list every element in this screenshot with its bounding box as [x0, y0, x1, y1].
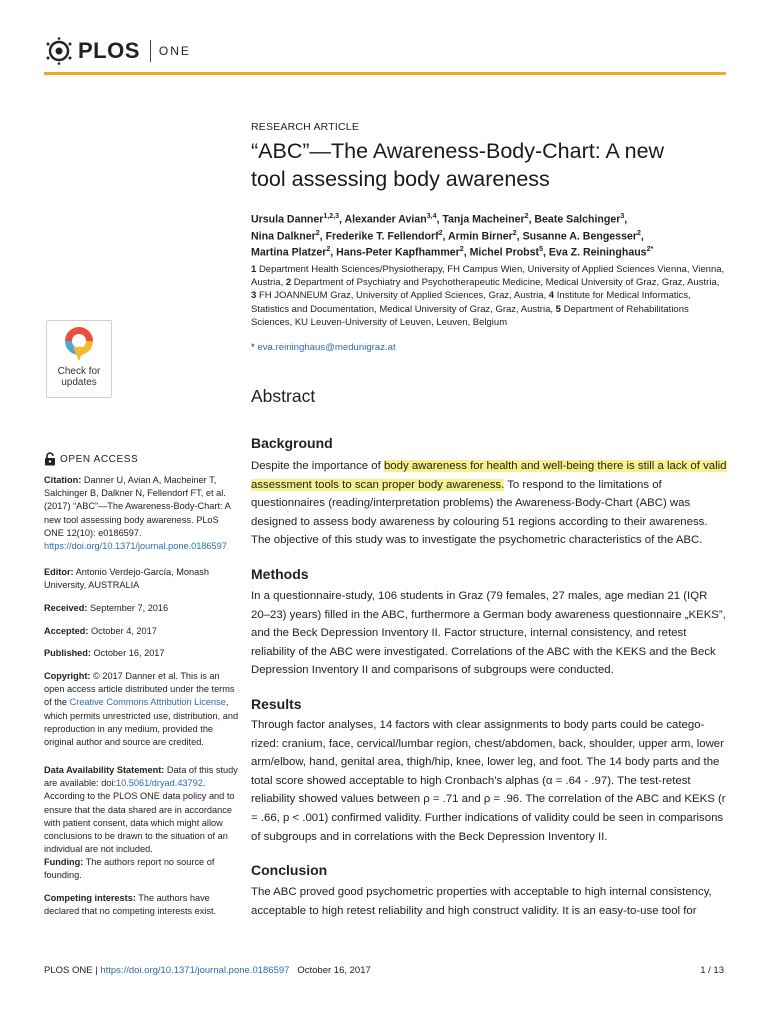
author-affiliation-marker: 3,4	[426, 213, 437, 220]
results-paragraph: Through factor analyses, 14 factors with clear assignments to body parts could be catego-rized: cranium, face, cervical/lumbar region, chest/abdomen, back, shoulder, upper arm, lower arm/elbow, hand, genital area, thigh/hip, knee, lower leg, and foot. The 14 body parts and the total score showed acceptable to high Cronbach’s alphas (α = .64 - .97). The test-retest reliability showed values between ρ = .71 and ρ = .96. The correlation of the ABC and KEKS (r = .66, p < .001) confirmed validity. Further indications of validity could be seen in comparisons of subgroups and in correlations with the Beck Depression Inventory II.	[251, 719, 726, 843]
author-affiliation-marker: 2*	[646, 246, 654, 254]
crossmark-label: Check for updates	[57, 366, 101, 388]
published-block: Published: October 16, 2017	[44, 648, 165, 658]
affiliation-text: Department Health Sciences/Physiotherapy, FH Campus Wien, University of Applied Sciences Vienna, Vienna, Austria,	[251, 264, 725, 289]
results-heading: Results	[251, 696, 302, 712]
author-list	[251, 210, 727, 260]
affiliation-text: Institute for Medical Informatics, Statistics and Documentation, Medical University of Graz, Graz, Austria,	[251, 290, 691, 315]
editor-block: Editor: Antonio Verdejo-García, Monash University, AUSTRALIA	[44, 567, 209, 591]
page-number: 1 / 13	[700, 965, 724, 976]
author-line: Martina Platzer$^2$, Hans-Peter Kapfhammer$^2$, Michel Probst$^5$, Eva Z. Reininghaus$^{2*}$	[251, 246, 654, 259]
logo-suffix: ONE	[158, 44, 191, 58]
article-type: RESEARCH ARTICLE	[251, 121, 360, 133]
affiliation-number: 1	[251, 264, 259, 275]
author-affiliation-marker: 2	[512, 229, 517, 237]
affiliation-number: 2	[285, 277, 294, 289]
author-name: Hans-Peter Kapfhammer	[336, 247, 460, 259]
author-name: Armin Birner	[448, 230, 513, 243]
author-affiliation-marker: 2	[326, 246, 331, 254]
author-name: Nina Dalkner	[251, 230, 316, 243]
background-heading: Background	[251, 435, 333, 451]
author-name: Eva Z. Reininghaus	[548, 247, 647, 259]
check-for-updates-badge[interactable]	[46, 320, 112, 398]
corresponding-author: * eva.reininghaus@medunigraz.at	[251, 342, 396, 353]
author-affiliation-marker: 2	[459, 246, 464, 254]
affiliation-number: 3	[251, 290, 259, 302]
author-line: Ursula Danner$^{1,2,3}$, Alexander Avian$^{3,4}$, Tanja Macheiner$^2$, Beate Salchinger$^3$,	[251, 213, 628, 226]
author-affiliation-marker: 2	[524, 213, 529, 220]
open-access-label: OPEN ACCESS	[44, 452, 138, 466]
author-affiliation-marker: 2	[315, 229, 320, 237]
competing-interests-block: Competing interests: The authors have declared that no competing interests exist.	[44, 893, 217, 917]
methods-heading: Methods	[251, 566, 309, 582]
cc-license-link[interactable]: Creative Commons Attribution License	[69, 697, 226, 708]
data-availability-block: Data Availability Statement: Data of this study are available: doi:10.5061/dryad.43792. According to the PLOS ONE data policy and to ensure that the data shared are in accordance with patient consent, data which might allow conclusions to be drawn to the situation of an individual are not included.	[44, 765, 238, 855]
article-title: “ABC”—The Awareness-Body-Chart: A new tool assessing body awareness	[251, 139, 665, 191]
footer-doi-link[interactable]: https://doi.org/10.1371/journal.pone.0186597	[100, 965, 290, 976]
author-affiliation-marker: 1,2,3	[323, 213, 339, 220]
conclusion-paragraph: The ABC proved good psychometric properties with acceptable to high internal consistency, acceptable to high retest reliability and high construct validity. It is an easy-to-use tool for	[251, 886, 712, 917]
plos-one-logo[interactable]	[44, 34, 191, 68]
affiliation-text: Department of Psychiatry and Psychotherapeutic Medicine, Medical University of Graz, Graz, Austria,	[293, 277, 720, 289]
citation-block: Citation: Danner U, Avian A, Macheiner T, Salchinger B, Dalkner N, Fellendorf FT, et al. (2017) “ABC”—The Awareness-Body-Chart: A new tool assessing body awareness. PLoS ONE 12(10): e0186597. https://doi.org/10.1371/journal.pone.0186597	[44, 475, 231, 552]
abstract-heading: Abstract	[251, 386, 316, 406]
crossmark-icon	[62, 325, 96, 365]
affiliation-number: 5	[555, 303, 564, 315]
author-name: Alexander Avian	[344, 213, 427, 226]
author-affiliation-marker: 2	[636, 229, 641, 237]
corresponding-email-link[interactable]: eva.reininghaus@medunigraz.at	[257, 342, 396, 353]
author-name: Martina Platzer	[251, 247, 327, 259]
author-affiliation-marker: 5	[539, 246, 543, 254]
author-affiliation-marker: 3	[620, 213, 625, 220]
author-name: Ursula Danner	[251, 213, 324, 226]
affiliation-number: 4	[548, 290, 557, 302]
header-rule	[44, 72, 726, 75]
author-name: Michel Probst	[469, 247, 540, 259]
background-paragraph: Despite the importance of body awareness for health and well-being there is still a lack of valid assessment tools to scan proper body awareness. To respond to the limitations of questionnaires (reading/interpretation problems) the Awareness-Body-Chart (ABC) was designed to assess body awareness by colouring 51 regions according to their awareness. The objective of this study was to investigate the psychometric characteristics of the ABC.	[251, 460, 727, 547]
dryad-doi-link[interactable]: 10.5061/dryad.43792	[116, 778, 203, 789]
logo-divider	[150, 40, 151, 62]
author-name: Beate Salchinger	[534, 213, 621, 226]
author-affiliation-marker: 2	[438, 229, 443, 237]
copyright-block: Copyright: © 2017 Danner et al. This is an open access article distributed under the terms of the Creative Commons Attribution License, which permits unrestricted use, distribution, and reproduction in any medium, provided the original author and source are credited.	[44, 671, 239, 748]
author-name: Susanne A. Bengesser	[522, 230, 637, 243]
affiliation-text: Department of Rehabilitations Sciences, KU Leuven-University of Leuven, Leuven, Belgium	[251, 303, 689, 328]
author-name: Frederike T. Fellendorf	[325, 230, 439, 243]
author-line: Nina Dalkner$^2$, Frederike T. Fellendorf$^2$, Armin Birner$^2$, Susanne A. Bengesser$^2$,	[251, 229, 644, 243]
received-block: Received: September 7, 2016	[44, 603, 169, 613]
affiliations	[251, 263, 727, 329]
plos-logo-icon	[44, 36, 74, 66]
highlighted-text: body awareness for health and well-being there is still a lack of valid assessment tools to scan proper body awareness.	[251, 460, 727, 491]
open-lock-icon	[44, 452, 56, 466]
conclusion-heading: Conclusion	[251, 862, 328, 878]
funding-block: Funding: The authors report no source of founding.	[44, 857, 215, 881]
page-footer: PLOS ONE | https://doi.org/10.1371/journal.pone.0186597 October 16, 2017	[44, 965, 371, 976]
citation-doi-link[interactable]: https://doi.org/10.1371/journal.pone.0186597	[44, 541, 227, 552]
logo-text: PLOS	[78, 38, 140, 63]
accepted-block: Accepted: October 4, 2017	[44, 626, 157, 636]
affiliation-text: FH JOANNEUM Graz, University of Applied Sciences, Graz, Austria,	[258, 290, 549, 302]
author-name: Tanja Macheiner	[442, 213, 525, 226]
methods-paragraph: In a questionnaire-study, 106 students in Graz (79 females, 27 males, age median 21 (IQR 20–23) years) filled in the ABC, furthermore a German body awareness questionnaire „KEKS”, and the Beck Depression Inventory II. Factor structure, internal consistency, and retest reliability of the ABC were investigated. Correlations of the ABC with the KEKS and the Beck Depression Inventory II and comparisons of subgroups were conducted.	[251, 590, 726, 677]
